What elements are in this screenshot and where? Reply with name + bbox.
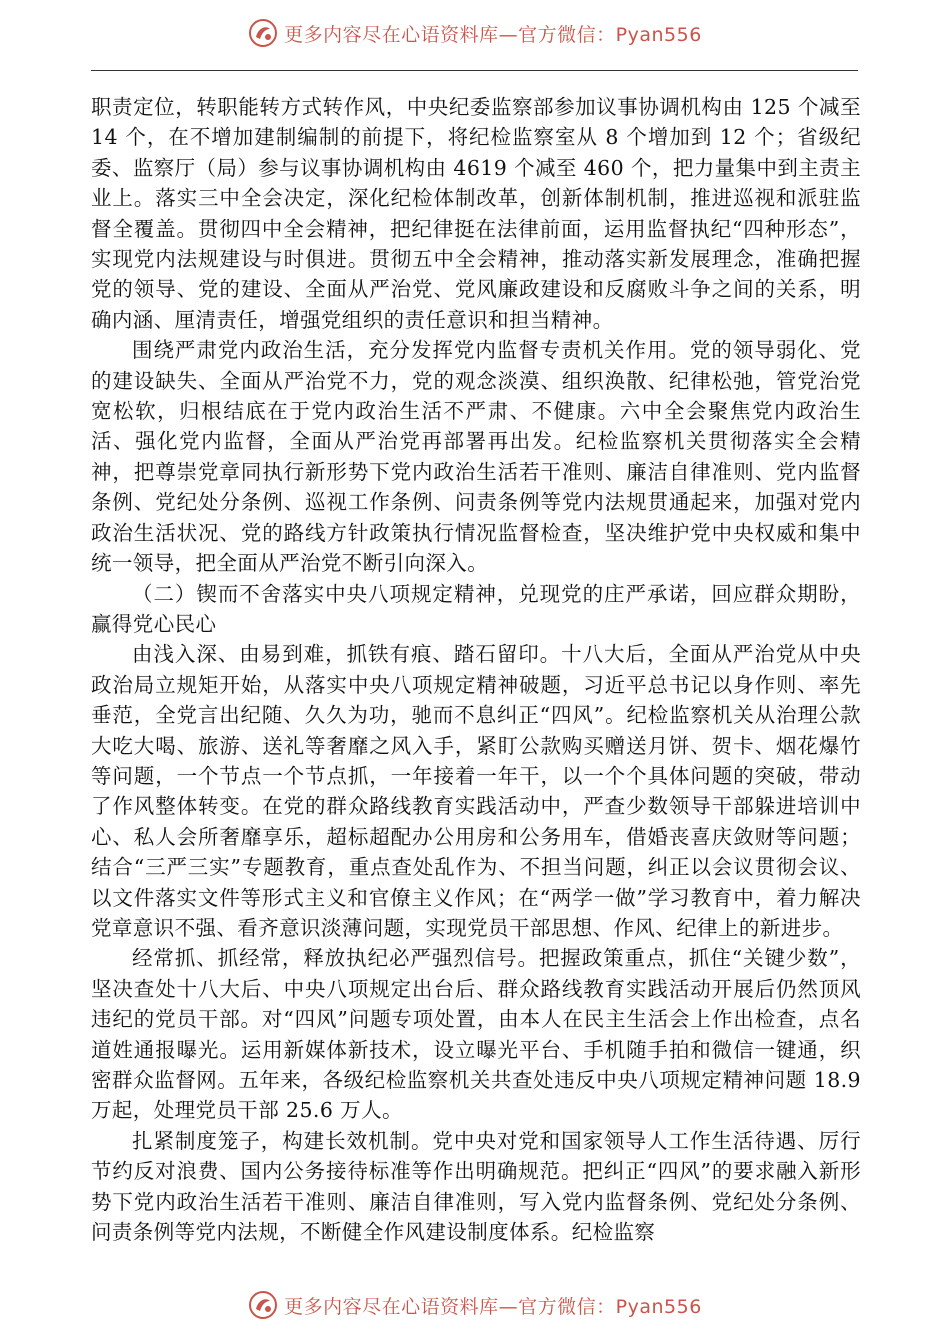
paragraph-2: 围绕严肃党内政治生活，充分发挥党内监督专责机关作用。党的领导弱化、党的建设缺失、全面从严治党不力，党的观念淡漠、组织涣散、纪律松弛，管党治党宽松软，归根结底在于党内政治生活不严肃、不健康。六中全会聚焦党内政治生活、强化党内监督，全面从严治党再部署再出发。纪检监察机关贯彻落实全会精神，把尊崇党章同执行新形势下党内政治生活若干准则、廉洁自律准则、党内监督条例、党纪处分条例、巡视工作条例、问责条例等党内法规贯通起来，加强对党内政治生活状况、党的路线方针政策执行情况监督检查，坚决维护党中央权威和集中统一领导，把全面从严治党不断引向深入。 — [91, 338, 861, 576]
paragraph-1: 职责定位，转职能转方式转作风，中央纪委监察部参加议事协调机构由 125 个减至 14 个，在不增加建制编制的前提下，将纪检监察室从 8 个增加到 12 个；省级纪委、监察厅（局）参与议事协调机构由 4619 个减至 460 个，把力量集中到主责主业上。落实三中全会决定，深化纪检体制改革，创新体制机制，推进巡视和派驻监督全覆盖。贯彻四中全会精神，把纪律挺在法律前面，运用监督执纪“四种形态”，实现党内法规建设与时俱进。贯彻五中全会精神，推动落实新发展理念，准确把握党的领导、党的建设、全面从严治党、党风廉政建设和反腐败斗争之间的关系，明确内涵、厘清责任，增强党组织的责任意识和担当精神。 — [91, 95, 868, 332]
paragraph-4: 经常抓、抓经常，释放执纪必严强烈信号。把握政策重点，抓住“关键少数”，坚决查处十八大后、中央八项规定出台后、群众路线教育实践活动开展后仍然顶风违纪的党员干部。对“四风”问题专项处置，由本人在民主生活会上作出检查，点名道姓通报曝光。运用新媒体新技术，设立曝光平台、手机随手拍和微信一键通，织密群众监督网。五年来，各级纪检监察机关共查处违反中央八项规定精神问题 18.9 万起，处理党员干部 25.6 万人。 — [91, 946, 868, 1123]
watermark-footer — [0, 1290, 950, 1320]
logo-seal-icon — [248, 18, 278, 48]
watermark-text: 更多内容尽在心语资料库—官方微信：Pyan556 — [284, 1295, 702, 1318]
header-rule — [91, 70, 858, 71]
paragraph-3: 由浅入深、由易到难，抓铁有痕、踏石留印。十八大后，全面从严治党从中央政治局立规矩开始，从落实中央八项规定精神破题，习近平总书记以身作则、率先垂范，全党言出纪随、久久为功，驰而不息纠正“四风”。纪检监察机关从治理公款大吃大喝、旅游、送礼等奢靡之风入手，紧盯公款购买赠送月饼、贺卡、烟花爆竹等问题，一个节点一个节点抓，一年接着一年干，以一个个具体问题的突破，带动了作风整体转变。在党的群众路线教育实践活动中，严查少数领导干部躲进培训中心、私人会所奢靡享乐，超标超配办公用房和公务用车，借婚丧喜庆敛财等问题；结合“三严三实”专题教育，重点查处乱作为、不担当问题，纠正以会议贯彻会议、以文件落实文件等形式主义和官僚主义作风；在“两学一做”学习教育中，着力解决党章意识不强、看齐意识淡薄问题，实现党员干部思想、作风、纪律上的新进步。 — [91, 642, 861, 940]
watermark-text: 更多内容尽在心语资料库—官方微信：Pyan556 — [284, 23, 702, 46]
watermark-header — [0, 18, 950, 48]
paragraph-5: 扎紧制度笼子，构建长效机制。党中央对党和国家领导人工作生活待遇、厉行节约反对浪费、国内公务接待标准等作出明确规范。把纠正“四风”的要求融入新形势下党内政治生活若干准则、廉洁自律准则，写入党内监督条例、党纪处分条例、问责条例等党内法规，不断健全作风建设制度体系。纪检监察 — [91, 1128, 861, 1245]
logo-seal-icon — [248, 1290, 278, 1320]
document-body — [91, 92, 868, 1247]
section-heading: （二）锲而不舍落实中央八项规定精神，兑现党的庄严承诺，回应群众期盼，赢得党心民心 — [91, 581, 861, 636]
